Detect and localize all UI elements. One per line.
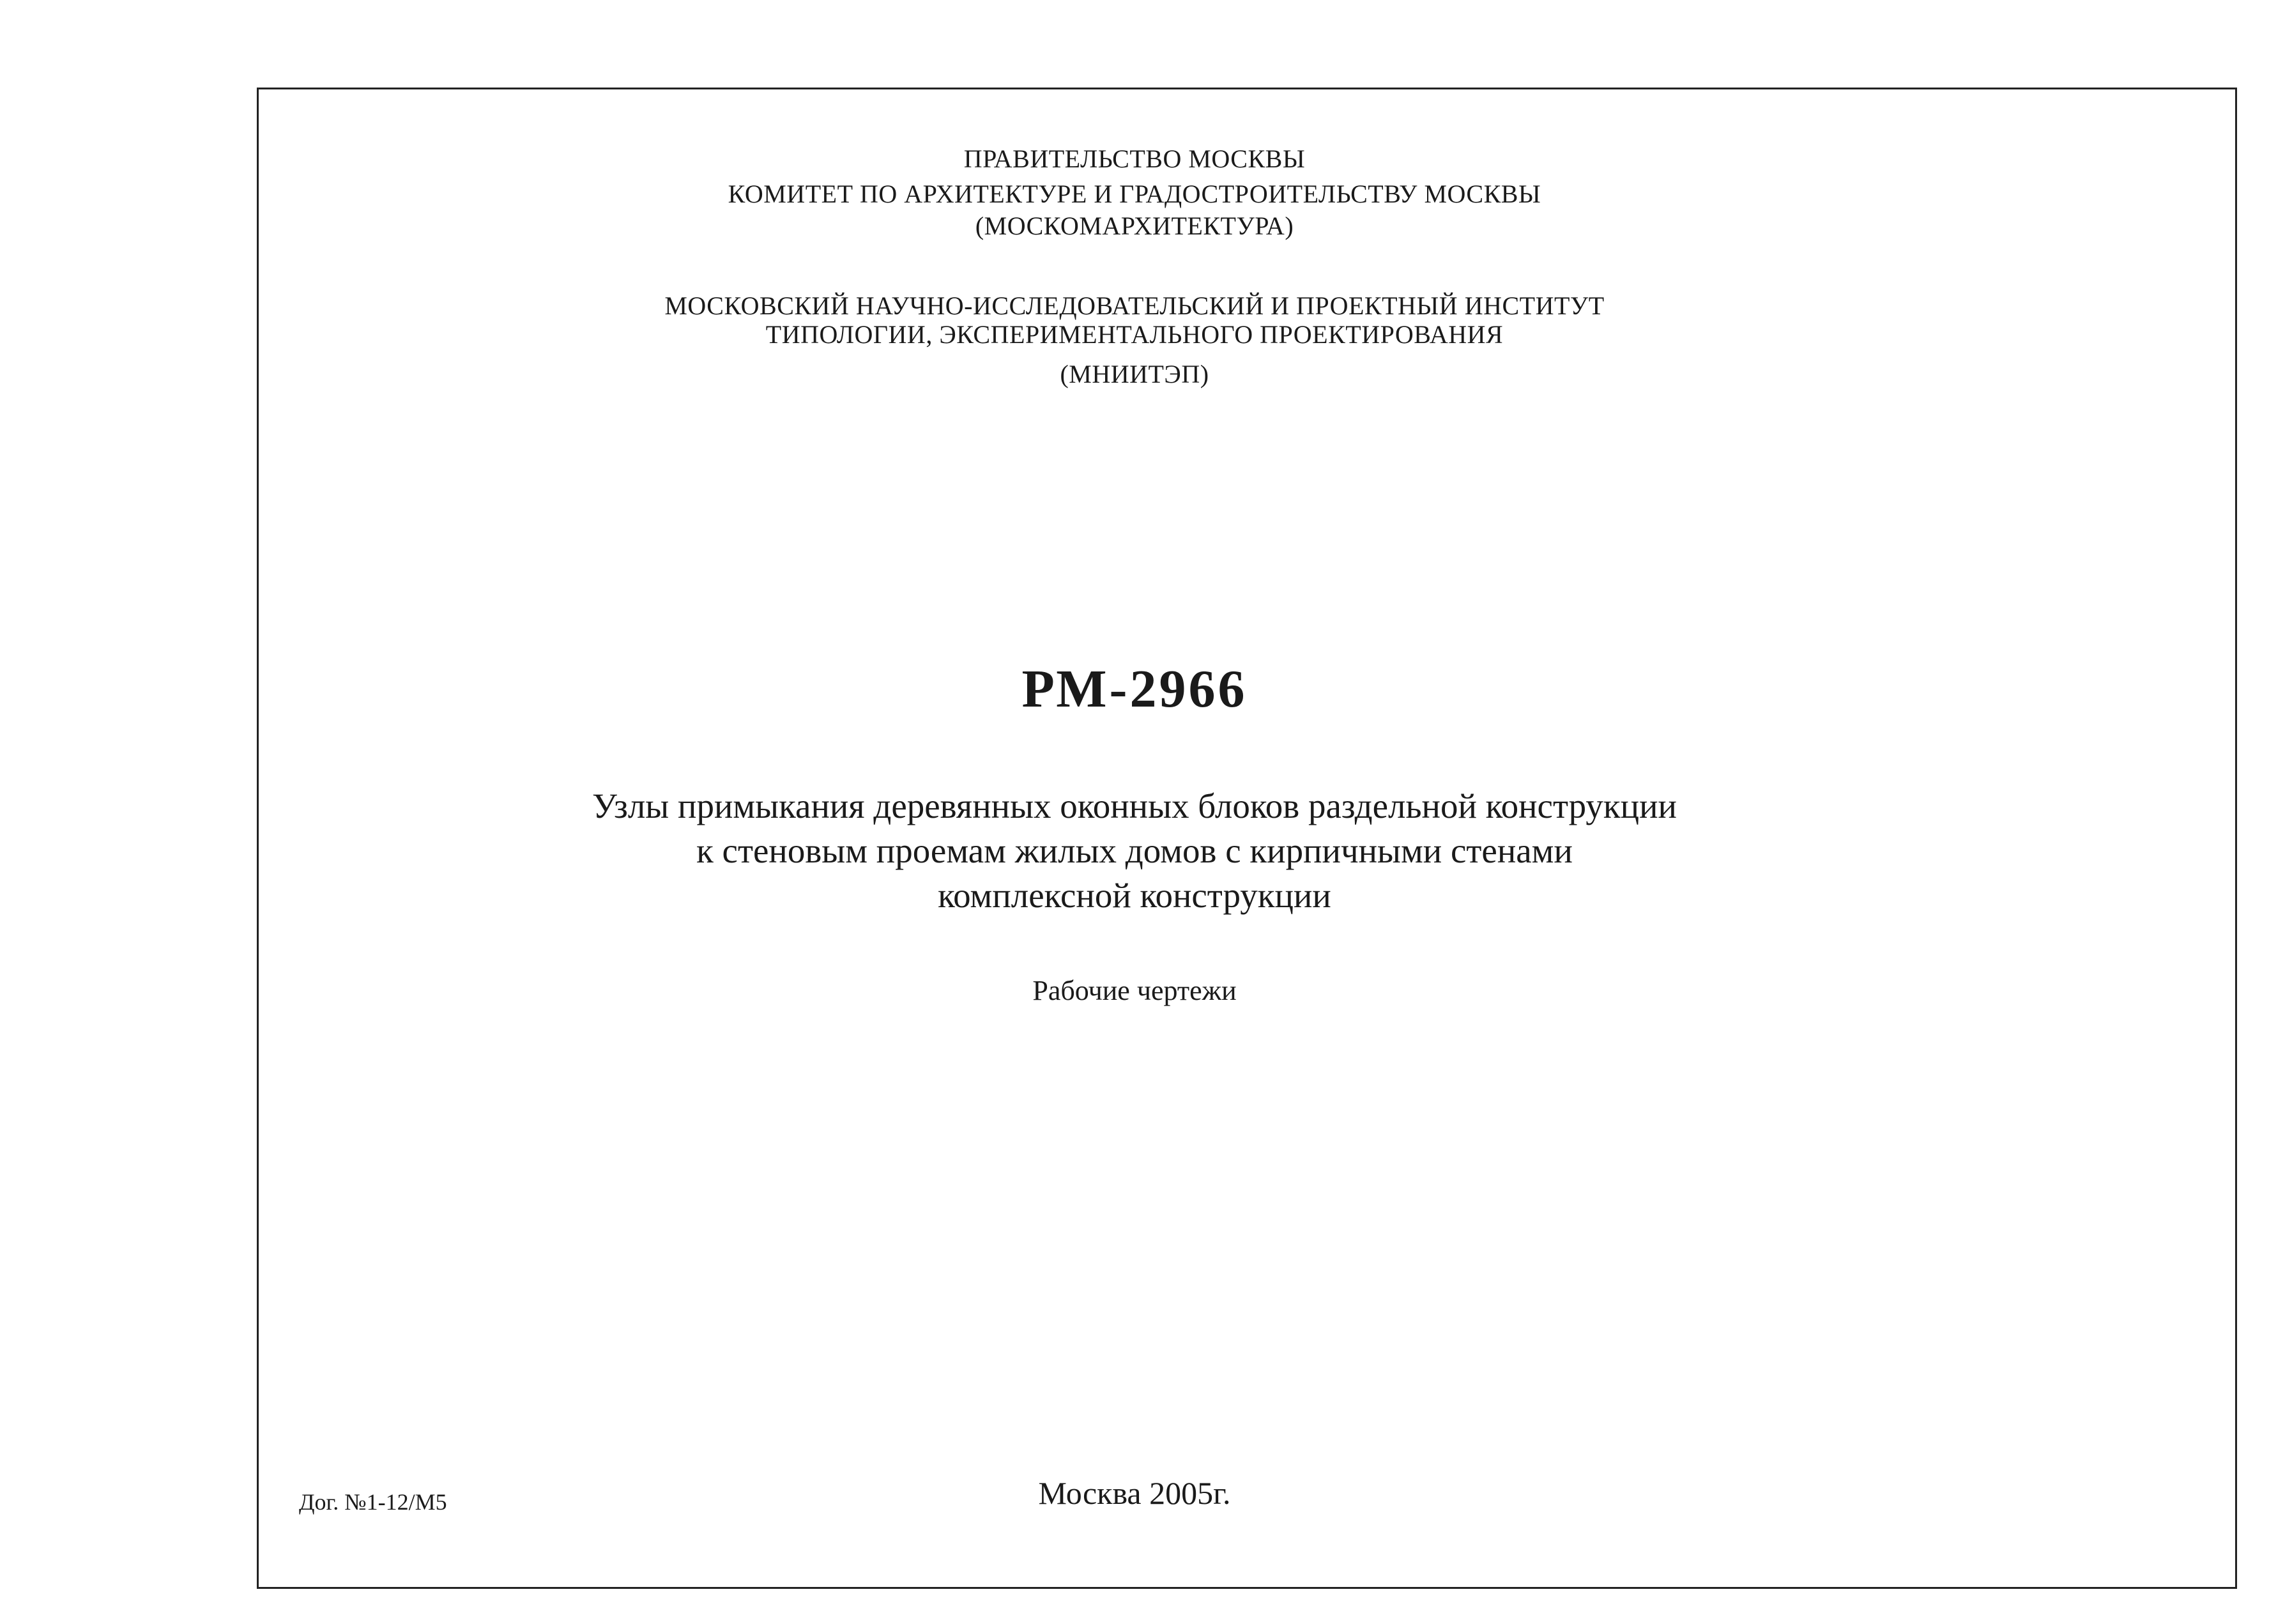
document-code: РМ-2966 [1021,659,1248,719]
document-subtitle: Рабочие чертежи [1032,975,1237,1006]
committee-heading: КОМИТЕТ ПО АРХИТЕКТУРЕ И ГРАДОСТРОИТЕЛЬСТВУ МОСКВЫ [728,180,1541,208]
city-year: Москва 2005г. [1038,1475,1231,1511]
government-heading: ПРАВИТЕЛЬСТВО МОСКВЫ [963,144,1306,173]
contract-number: Дог. №1-12/М5 [299,1489,447,1515]
institute-abbreviation: (МНИИТЭП) [1060,360,1209,388]
document-title-line3: комплексной конструкции [938,876,1331,915]
document-title-line1: Узлы примыкания деревянных оконных блоков раздельной конструкции [592,786,1677,825]
institute-heading-line1: МОСКОВСКИЙ НАУЧНО-ИССЛЕДОВАТЕЛЬСКИЙ И ПРОЕКТНЫЙ ИНСТИТУТ [664,291,1605,320]
institute-heading-line2: ТИПОЛОГИИ, ЭКСПЕРИМЕНТАЛЬНОГО ПРОЕКТИРОВАНИЯ [765,320,1504,349]
committee-abbreviation: (МОСКОМАРХИТЕКТУРА) [975,211,1294,240]
document-title-line2: к стеновым проемам жилых домов с кирпичными стенами [696,831,1573,870]
